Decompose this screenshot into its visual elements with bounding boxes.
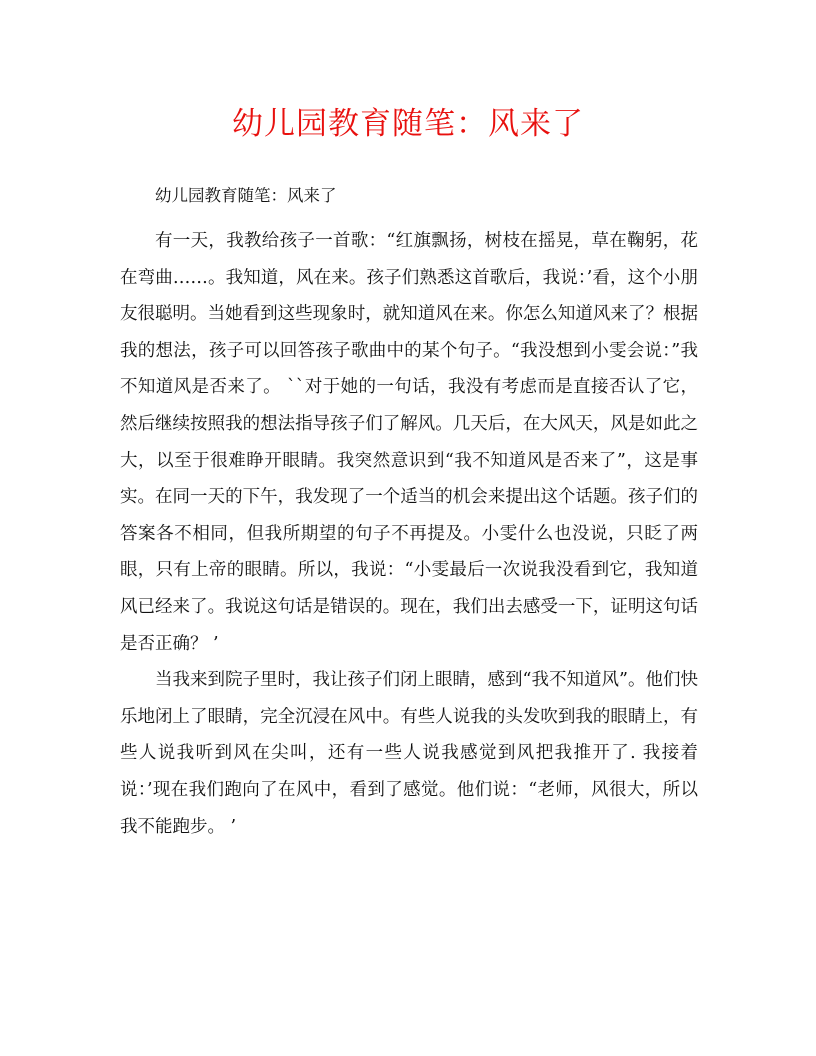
document-title: 幼儿园教育随笔：风来了 <box>232 106 584 142</box>
document-body <box>120 223 698 845</box>
document-subtitle: 幼儿园教育随笔：风来了 <box>155 186 337 205</box>
paragraph-1: 有一天，我教给孩子一首歌：“红旗飘扬，树枝在摇晃，草在鞠躬，花在弯曲……。我知道，风在来。孩子们熟悉这首歌后，我说：’看，这个小朋友很聪明。当她看到这些现象时，就知道风在来。你怎么知道风来了？根据我的想法，孩子可以回答孩子歌曲中的某个句子。“我没想到小雯会说：”我不知道风是否来了。 ``对于她的一句话，我没有考虑而是直接否认了它，然后继续按照我的想法指导孩子们了解风。几天后，在大风天，风是如此之大，以至于很难睁开眼睛。我突然意识到“我不知道风是否来了”，这是事实。在同一天的下午，我发现了一个适当的机会来提出这个话题。孩子们的答案各不相同，但我所期望的句子不再提及。小雯什么也没说，只眨了两眼，只有上帝的眼睛。所以，我说：“小雯最后一次说我没看到它，我知道风已经来了。我说这句话是错误的。现在，我们出去感受一下，证明这句话是否正确？ ’ <box>120 231 698 654</box>
paragraph-2: 当我来到院子里时，我让孩子们闭上眼睛，感到“我不知道风”。他们快乐地闭上了眼睛，完全沉浸在风中。有些人说我的头发吹到我的眼睛上，有些人说我听到风在尖叫，还有一些人说我感觉到风把我推开了. 我接着说：’现在我们跑向了在风中，看到了感觉。他们说：“老师，风很大，所以我不能跑步。 ’ <box>120 670 698 837</box>
